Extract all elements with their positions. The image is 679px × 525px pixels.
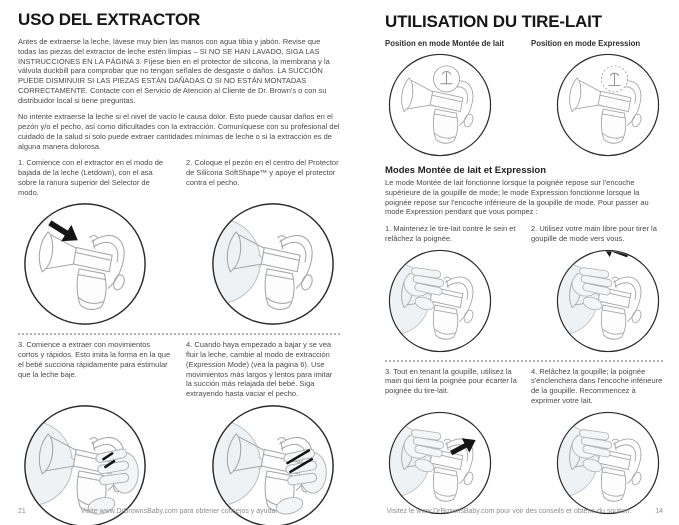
figures-row-middle-fr bbox=[385, 248, 663, 354]
illustration-pump-centered-on-breast bbox=[210, 201, 336, 327]
modes-paragraph: Le mode Montée de lait fonctionne lorsque la poignée repose sur l'encoche supérieure de la goupille de mode; le mode Expression fonctionne lorsque la poignée repose sur l'encoche inférieure de la goupille de mode. Pour passer au mode Expression pendant que vous pompez : bbox=[385, 178, 649, 217]
intro-paragraph: Antes de extraerse la leche, lávese muy bien las manos con agua tibia y jabón. Revise que todas las piezas del extractor de leche estén limpias – SI NO SE HAN LAVADO, SIGA LAS INSTRUCCIONES EN LA PÁGINA 3. Fíjese bien en el protector de silicona, la membrana y la válvula duckbill para comprobar que no tengan señales de desgaste o daños. LA SUCCIÓN PUEDE DISMINUIR SI LAS PIEZAS ESTÁN DAÑADAS O SI NO ESTÁN MONTADAS CORRECTAMENTE. Contacte con el Servicio de Atención al Cliente de Dr. Brown's o con su distribuidor local si tiene preguntas. bbox=[18, 37, 330, 105]
illustration-handle-clicks-into-lower-notch bbox=[555, 410, 661, 516]
section-heading-modes: Modes Montée de lait et Expression bbox=[385, 165, 547, 176]
illustration-letdown-mode-pin-position bbox=[387, 52, 493, 158]
step-1-text: 1. Comience con el extractor en el modo de bajada de la leche (Letdown), con el asa sobre la ranura superior del Selector de modo. bbox=[18, 158, 164, 197]
step-4-text: 4. Cuando haya empezado a bajar y se vea fluir la leche, cambie al modo de extracción (Expression Mode) (vea la página 6). Use movimientos más largos y lentos para imitar la succión más relajada del bebé. Siga extrayendo hasta vaciar el pecho. bbox=[186, 340, 333, 398]
steps-row-3-4 bbox=[18, 340, 340, 399]
figures-row-bottom-fr bbox=[385, 410, 663, 516]
figures-row-bottom bbox=[18, 403, 340, 525]
steps-row-1-2-fr bbox=[385, 224, 663, 244]
page-number-left: 21 bbox=[18, 508, 26, 515]
footer-spanish bbox=[0, 508, 358, 515]
step-3-text-fr: 3. Tout en tenant la goupille, utilisez la main qui tient la poignée pour écarter la poignée du tire-lait. bbox=[385, 366, 517, 395]
page-title-spanish: USO DEL EXTRACTOR bbox=[18, 10, 201, 29]
footer-note-french: Visitez le www.DrBrownsBaby.com pour voir des conseils et obtenir du soutien. bbox=[386, 508, 632, 515]
illustration-pumping-short-quick-strokes bbox=[22, 403, 148, 525]
label-letdown-position: Position en mode Montée de lait bbox=[385, 39, 505, 48]
page-number-right: 14 bbox=[655, 508, 663, 515]
step-4-text-fr: 4. Relâchez la goupille; la poignée s'enclenchera dans l'encoche inférieure de la goupille. Recommencez à exprimer votre lait. bbox=[531, 366, 663, 405]
step-2-text-fr: 2. Utilisez votre main libre pour tirer la goupille de mode vers vous. bbox=[531, 224, 657, 243]
footer-note-spanish: Visite www.DrBrownsBaby.com para obtener consejos y ayuda. bbox=[80, 508, 278, 515]
dotted-separator-fr bbox=[385, 360, 663, 362]
step-1-text-fr: 1. Maintenez le tire-lait contre le sein et relâchez la poignée. bbox=[385, 224, 516, 243]
label-expression-position: Position en mode Expression bbox=[531, 39, 641, 48]
page-title-french: UTILISATION DU TIRE-LAIT bbox=[385, 12, 602, 31]
page-french bbox=[358, 0, 679, 525]
illustration-separate-handle-arrow bbox=[387, 410, 493, 516]
steps-row-1-2 bbox=[18, 158, 340, 197]
illustration-pump-letdown-mode-with-arrow bbox=[22, 201, 148, 327]
dotted-separator bbox=[18, 333, 340, 335]
illustration-expression-mode-pin-position bbox=[555, 52, 661, 158]
warning-paragraph: No intente extraerse la leche si el nivel de vacío le causa dolor. Esto puede causar daños en el pezón y/o el pecho, así como dificultades con la extracción. Comuníquese con su profesional del cuidado de la salud si solo puede extraer cantidades mínimas de leche o si la extracción es de alguna manera dolorosa. bbox=[18, 112, 340, 151]
figures-row-top bbox=[18, 201, 340, 327]
figures-row-positions bbox=[385, 52, 663, 158]
step-2-text: 2. Coloque el pezón en el centro del Protector de Silicona SoftShape™ y apoye el protector contra el pecho. bbox=[186, 158, 339, 187]
illustration-pumping-long-slow-strokes bbox=[210, 403, 336, 525]
mode-position-labels bbox=[385, 39, 663, 48]
illustration-hold-pump-release-handle bbox=[387, 248, 493, 354]
footer-french bbox=[358, 508, 679, 515]
step-3-text: 3. Comience a extraer con movimientos cortos y rápidos. Esto imita la forma en la que el bebé succiona rápidamente para estimular que la leche baje. bbox=[18, 340, 171, 379]
steps-row-3-4-fr bbox=[385, 367, 663, 406]
illustration-pull-mode-pin-arrow bbox=[555, 248, 661, 354]
